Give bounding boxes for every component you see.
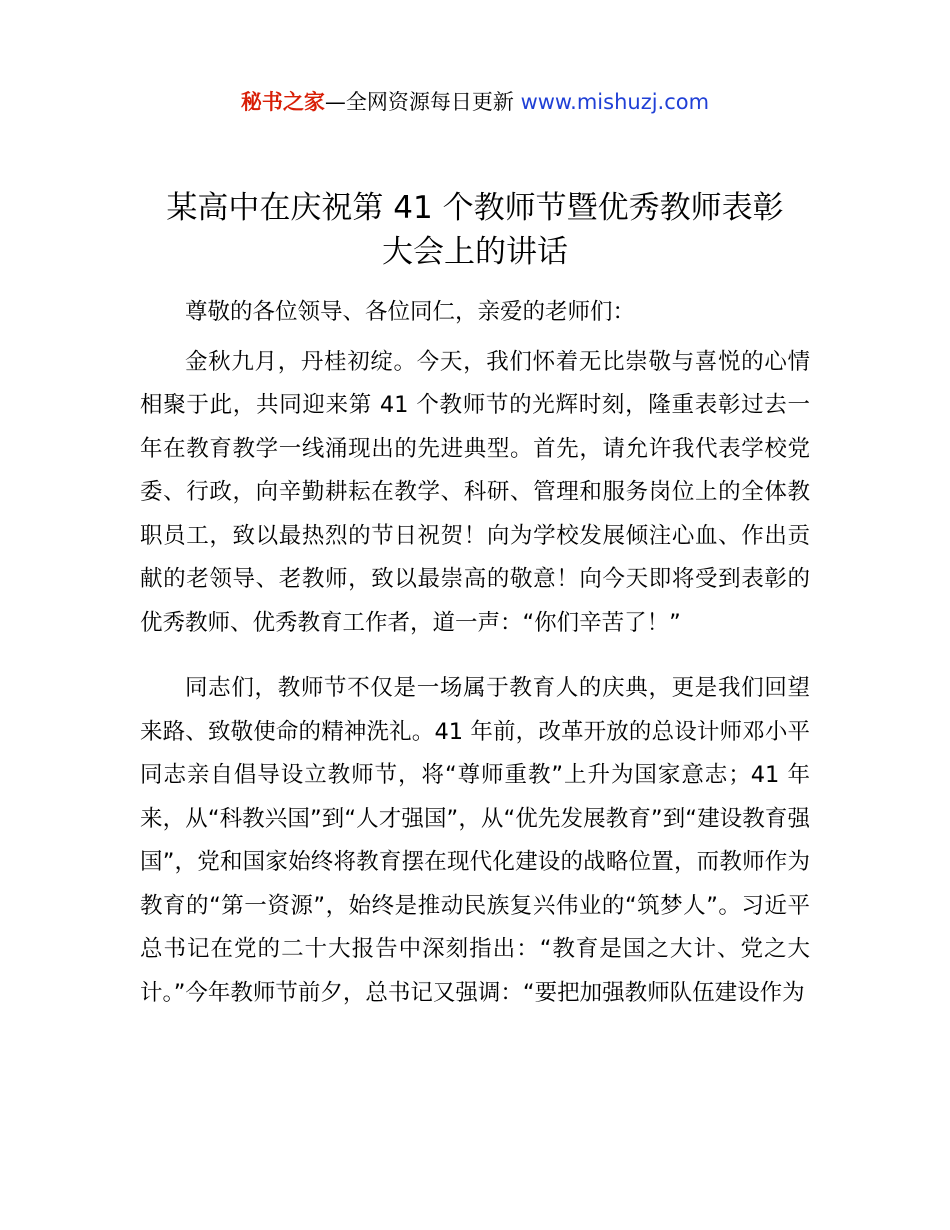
site-brand: 秘书之家 (240, 90, 325, 114)
document-title (100, 186, 850, 274)
site-url-link[interactable]: www.mishuzj.com (520, 90, 710, 114)
document-title-line-2: 大会上的讲话 (382, 234, 568, 270)
paragraph-2: 同志们，教师节不仅是一场属于教育人的庆典，更是我们回望来路、致敬使命的精神洗礼。41 年前，改革开放的总设计师邓小平同志亲自倡导设立教师节，将“尊师重教”上升为国家意志；41 年来，从“科教兴国”到“人才强国”，从“优先发展教育”到“建设教育强国”，党和国家始终将教育摆在现代化建设的战略位置，而教师作为教育的“第一资源”，始终是推动民族复兴伟业的“筑梦人”。习近平总书记在党的二十大报告中深刻指出：“教育是国之大计、党之大计。”今年教师节前夕，总书记又强调：“要把加强教师队伍建设作为 (140, 675, 810, 1006)
document-body (140, 291, 810, 1015)
site-header (0, 88, 950, 116)
paragraph-1: 金秋九月，丹桂初绽。今天，我们怀着无比崇敬与喜悦的心情相聚于此，共同迎来第 41 个教师节的光辉时刻，隆重表彰过去一年在教育教学一线涌现出的先进典型。首先，请允许我代表学校党委、行政，向辛勤耕耘在教学、科研、管理和服务岗位上的全体教职员工，致以最热烈的节日祝贺！向为学校发展倾注心血、作出贡献的老领导、老教师，致以最崇高的敬意！向今天即将受到表彰的优秀教师、优秀教育工作者，道一声：“你们辛苦了！” (140, 348, 810, 636)
salutation: 尊敬的各位领导、各位同仁，亲爱的老师们： (185, 299, 636, 325)
site-tagline: —全网资源每日更新 (324, 90, 521, 114)
document-title-line-1: 某高中在庆祝第 41 个教师节暨优秀教师表彰 (166, 190, 784, 226)
